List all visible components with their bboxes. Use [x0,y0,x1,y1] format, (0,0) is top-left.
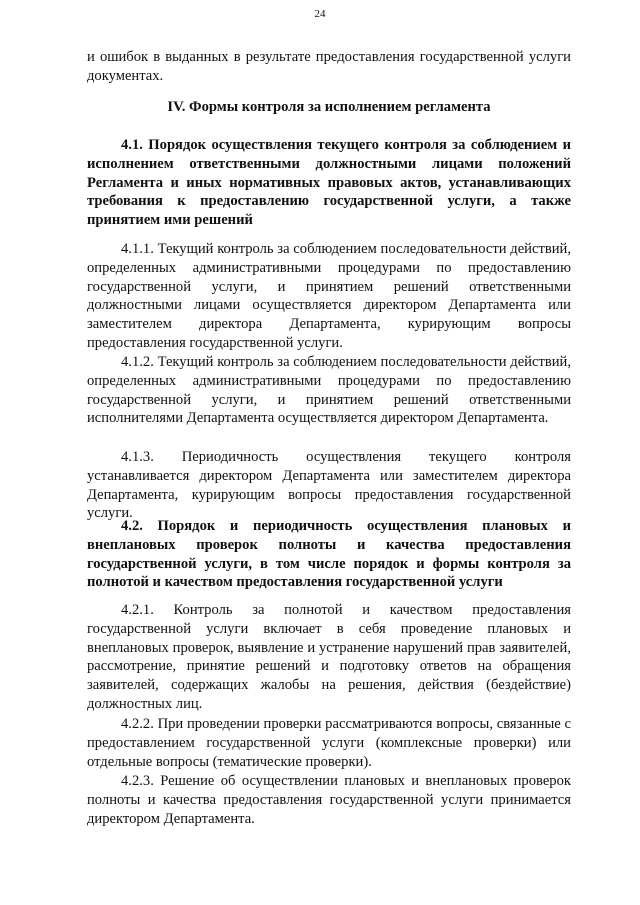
section-title: IV. Формы контроля за исполнением регламента [167,99,491,115]
paragraph-4-2-1: 4.2.1. Контроль за полнотой и качеством предоставления государственной услуги включает в себя проведение плановых и внеплановых проверок, выявление и устранение нарушений прав заявителей, рассмотрение, принятие решений и подготовку ответов на обращения заявителей, содержащих жалобы на решения, действия (бездействие) должностных лиц. [87,602,571,712]
paragraph-4-1-1: 4.1.1. Текущий контроль за соблюдением последовательности действий, определенных административными процедурами по предоставлению государственной услуги, и принятием решений ответственными должностными лицами осуществляется директором Департамента или заместителем директора Департамента, курирующим вопросы предоставления государственной услуги. [87,241,571,351]
paragraph-4-2-3: 4.2.3. Решение об осуществлении плановых и внеплановых проверок полноты и качества предоставления государственной услуги принимается директором Департамента. [87,773,571,827]
continuation-paragraph: и ошибок в выданных в результате предоставления государственной услуги документах. [87,49,571,84]
subsection-4-1-heading: 4.1. Порядок осуществления текущего контроля за соблюдением и исполнением ответственными должностными лицами положений Регламента и иных нормативных правовых актов, устанавливающих требования к предоставлению государственной услуги, а также принятием ими решений [87,137,571,229]
subsection-4-2-heading: 4.2. Порядок и периодичность осуществления плановых и внеплановых проверок полноты и качества предоставления государственной услуги, в том числе порядок и формы контроля за полнотой и качеством предоставления государственной услуги [87,518,571,591]
paragraph-4-2-2: 4.2.2. При проведении проверки рассматриваются вопросы, связанные с предоставлением государственной услуги (комплексные проверки) или отдельные вопросы (тематические проверки). [87,716,571,770]
paragraph-4-1-2: 4.1.2. Текущий контроль за соблюдением последовательности действий, определенных административными процедурами по предоставлению государственной услуги, и принятием решений ответственными исполнителями Департамента осуществляется директором Департамента. [87,354,571,427]
paragraph-4-1-3: 4.1.3. Периодичность осуществления текущего контроля устанавливается директором Департамента или заместителем директора Департамента, курирующим вопросы предоставления государственной услуги. [87,449,571,522]
page-number: 24 [314,8,326,20]
